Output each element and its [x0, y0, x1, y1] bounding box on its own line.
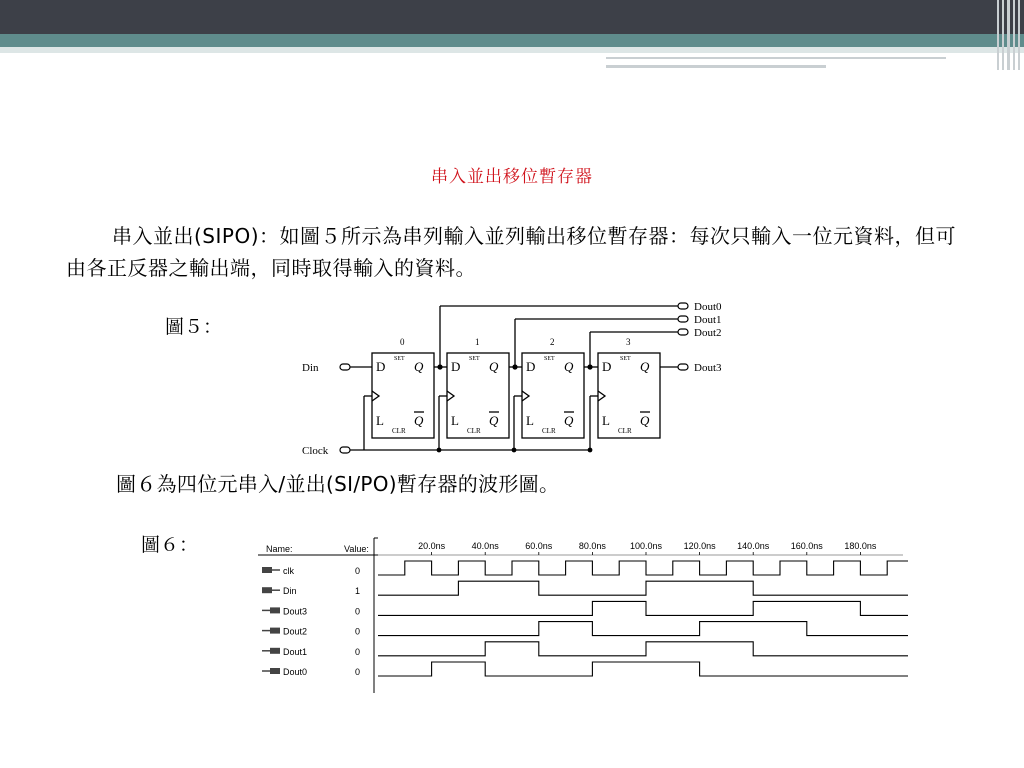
- body-paragraph: [66, 220, 966, 284]
- slide-decoration-lines: [606, 53, 1006, 71]
- pin-icon-body: [270, 628, 280, 634]
- output-terminal: [678, 316, 688, 322]
- signal-value: 0: [355, 626, 361, 637]
- flip-flop-q-pin: Q: [640, 359, 650, 374]
- output-terminal: [678, 329, 688, 335]
- flip-flop-clock-edge: [447, 391, 454, 401]
- clock-input-label: Clock: [302, 445, 329, 457]
- flip-flop-qbar-pin: Q: [640, 413, 650, 428]
- signal-trace-Din: [378, 581, 908, 595]
- time-label: 60.0ns: [525, 541, 553, 551]
- input-pin-icon: [262, 567, 280, 573]
- output-terminal: [678, 303, 688, 309]
- flip-flop-clr-pin: CLR: [392, 427, 406, 435]
- flip-flop-set-pin: SET: [620, 356, 631, 362]
- flip-flop-l-pin: L: [376, 413, 384, 428]
- flip-flop-d-pin: D: [451, 359, 461, 374]
- din-terminal: [340, 364, 350, 370]
- flip-flop-clock-edge: [598, 391, 605, 401]
- signal-trace-Dout2: [378, 622, 908, 636]
- time-label: 160.0ns: [790, 541, 823, 551]
- din-input-label: Din: [302, 362, 319, 374]
- signal-name: Dout3: [283, 606, 308, 617]
- sipo-circuit-diagram: [300, 295, 740, 460]
- output-pin-icon: [262, 628, 280, 634]
- output-label: Dout0: [694, 301, 722, 313]
- output-label: Dout3: [694, 362, 722, 374]
- flip-flop-d-pin: D: [376, 359, 386, 374]
- input-pin-icon: [262, 587, 280, 593]
- pin-icon-body: [270, 648, 280, 654]
- output-pin-icon: [262, 668, 280, 674]
- clock-terminal: [340, 447, 350, 453]
- output-pin-icon: [262, 648, 280, 654]
- output-terminal: [678, 364, 688, 370]
- flip-flop-d-pin: D: [602, 359, 612, 374]
- time-label: 80.0ns: [578, 541, 606, 551]
- flip-flop-l-pin: L: [526, 413, 534, 428]
- flip-flop-qbar-pin: Q: [414, 413, 424, 428]
- signal-name: clk: [283, 566, 294, 576]
- flip-flop-clr-pin: CLR: [467, 427, 481, 435]
- slide-top-bar: [0, 0, 1024, 34]
- output-label: Dout2: [694, 327, 722, 339]
- slide-accent-band: [0, 34, 1024, 47]
- signal-value: 0: [355, 606, 361, 617]
- flip-flop-q-pin: Q: [564, 359, 574, 374]
- signal-name: Dout1: [283, 646, 308, 657]
- figure-5-label: 圖５：: [165, 316, 223, 338]
- flip-flop-q-pin: Q: [414, 359, 424, 374]
- flip-flop-qbar-pin: Q: [489, 413, 499, 428]
- output-pin-icon: [262, 607, 280, 613]
- pin-icon-body: [262, 567, 272, 573]
- flip-flop-d-pin: D: [526, 359, 536, 374]
- flip-flop-l-pin: L: [602, 413, 610, 428]
- signal-value: 0: [355, 667, 361, 677]
- figure-6-label: 圖６：: [141, 534, 199, 556]
- clock-junction-dot: [437, 448, 442, 453]
- time-label: 100.0ns: [629, 541, 663, 551]
- pin-icon-body: [270, 607, 280, 613]
- time-label: 180.0ns: [844, 541, 877, 551]
- signal-value: 0: [355, 566, 361, 576]
- paragraph-text: 串入並出(SIPO)：如圖５所示為串列輸入並列輸出移位暫存器：每次只輸入一位元資料，但可由各正反器之輸出端，同時取得輸入的資料。: [66, 224, 957, 280]
- waveform-diagram: [258, 535, 908, 695]
- clock-junction-dot: [588, 448, 593, 453]
- figure-6-caption: 圖６為四位元串入/並出(SI/PO)暫存器的波形圖。: [116, 472, 560, 496]
- waveform-name-header: Name:: [266, 544, 293, 554]
- clock-junction-dot: [512, 448, 517, 453]
- flip-flop-set-pin: SET: [469, 356, 480, 362]
- flip-flop-q-pin: Q: [489, 359, 499, 374]
- flip-flop-index: 3: [626, 337, 631, 347]
- signal-name: Dout2: [283, 626, 308, 637]
- signal-value: 0: [355, 646, 361, 657]
- signal-name: Dout0: [283, 667, 308, 677]
- signal-trace-Dout0: [378, 662, 908, 676]
- pin-icon-body: [270, 668, 280, 674]
- signal-trace-Dout1: [378, 642, 908, 656]
- waveform-value-header: Value:: [344, 544, 369, 554]
- flip-flop-qbar-pin: Q: [564, 413, 574, 428]
- slide-title: 串入並出移位暫存器: [431, 167, 593, 187]
- pin-icon-body: [262, 587, 272, 593]
- flip-flop-set-pin: SET: [544, 356, 555, 362]
- flip-flop-clr-pin: CLR: [618, 427, 632, 435]
- flip-flop-index: 2: [550, 337, 555, 347]
- signal-value: 1: [355, 586, 361, 597]
- flip-flop-clock-edge: [522, 391, 529, 401]
- flip-flop-clock-edge: [372, 391, 379, 401]
- time-label: 40.0ns: [471, 541, 499, 551]
- time-label: 20.0ns: [418, 541, 446, 551]
- flip-flop-l-pin: L: [451, 413, 459, 428]
- flip-flop-index: 1: [475, 337, 480, 347]
- flip-flop-clr-pin: CLR: [542, 427, 556, 435]
- signal-trace-Dout3: [378, 601, 908, 615]
- signal-trace-clk: [378, 561, 908, 575]
- flip-flop-set-pin: SET: [394, 356, 405, 362]
- signal-name: Din: [283, 586, 297, 597]
- time-label: 140.0ns: [737, 541, 770, 551]
- time-label: 120.0ns: [683, 541, 716, 551]
- output-label: Dout1: [694, 314, 722, 326]
- flip-flop-index: 0: [400, 337, 405, 347]
